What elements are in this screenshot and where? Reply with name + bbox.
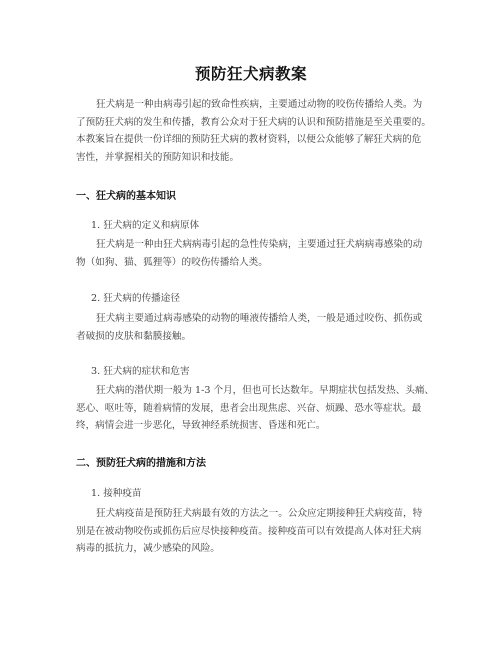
section-heading: 一、狂犬病的基本知识: [76, 191, 176, 202]
paragraph-line: 狂犬病的潜伏期一般为 1-3 个月，但也可长达数年。早期症状包括发热、头痛、: [96, 385, 435, 396]
document-title: 预防狂犬病教案: [194, 65, 307, 83]
intro-paragraph: [76, 96, 436, 166]
paragraph-line: 本教案旨在提供一份详细的预防狂犬病的教材资料，以便公众能够了解狂犬病的危: [76, 134, 422, 146]
paragraph-line: 狂犬病是一种由病毒引起的致命性疾病，主要通过动物的咬伤传播给人类。为: [96, 99, 423, 110]
section-paragraph: [76, 382, 436, 435]
section-paragraph: [76, 310, 436, 345]
paragraph-line: 狂犬病主要通过病毒感染的动物的唾液传播给人类，一般是通过咬伤、抓伤或: [96, 313, 423, 324]
paragraph-line: 狂犬病疫苗是预防狂犬病最有效的方法之一。公众应定期接种狂犬病疫苗，特: [96, 508, 423, 519]
section-heading: 二、预防狂犬病的措施和方法: [76, 458, 206, 469]
paragraph-line: 终，病情会进一步恶化，导致神经系统损害、昏迷和死亡。: [76, 420, 326, 432]
paragraph-line: 别是在被动物咬伤或抓伤后应尽快接种疫苗。接种疫苗可以有效提高人体对狂犬病: [76, 525, 422, 537]
paragraph-line: 狂犬病是一种由狂犬病病毒引起的急性传染病，主要通过狂犬病病毒感染的动: [96, 239, 423, 250]
subsection-title: 1. 接种疫苗: [91, 488, 142, 499]
subsection-title: 3. 狂犬病的症状和危害: [91, 366, 190, 377]
paragraph-line: 病毒的抵抗力，减少感染的风险。: [76, 543, 220, 555]
paragraph-line: 者破损的皮肤和黏膜接触。: [76, 330, 192, 342]
paragraph-line: 害性，并掌握相关的预防知识和技能。: [76, 151, 240, 163]
paragraph-line: 物（如狗、猫、狐狸等）的咬伤传播给人类。: [76, 256, 268, 268]
paragraph-line: 恶心、呕吐等，随着病情的发展，患者会出现焦虑、兴奋、烦躁、恐水等症状。最: [76, 402, 422, 414]
subsection-title: 2. 狂犬病的传播途径: [91, 293, 180, 304]
section-paragraph: [76, 236, 436, 271]
section-paragraph: [76, 505, 436, 558]
subsection-title: 1. 狂犬病的定义和病原体: [91, 220, 200, 231]
paragraph-line: 了预防狂犬病的发生和传播，教育公众对于狂犬病的认识和预防措施是至关重要的。: [76, 116, 431, 128]
